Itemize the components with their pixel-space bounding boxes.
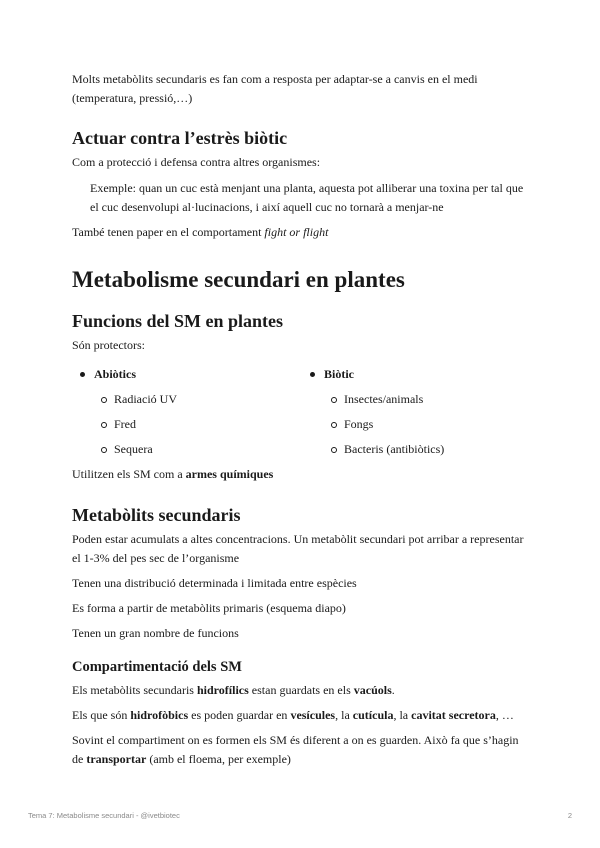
chemical-weapons-text: Utilitzen els SM com a armes químiques bbox=[72, 467, 274, 481]
list-item: Fongs bbox=[302, 415, 532, 440]
heading-compartments: Compartimentació dels SM bbox=[72, 659, 242, 675]
section-title: Metabolisme secundari en plantes bbox=[72, 267, 405, 292]
list-item: Sequera bbox=[72, 440, 302, 465]
page-footer bbox=[28, 811, 572, 820]
page-content bbox=[72, 70, 532, 769]
intro-line-2: (temperatura, pressió,…) bbox=[72, 91, 193, 105]
heading-biotic-stress: Actuar contra l’estrès biòtic bbox=[72, 128, 288, 148]
abiotic-column bbox=[72, 365, 302, 465]
metabolites-p2: Tenen una distribució determinada i limitada entre espècies bbox=[72, 576, 357, 590]
heading-secondary-metabolites: Metabòlits secundaris bbox=[72, 505, 241, 525]
metabolites-p4: Tenen un gran nombre de funcions bbox=[72, 626, 239, 640]
biotic-label: Biòtic bbox=[302, 365, 532, 390]
functions-intro: Són protectors: bbox=[72, 338, 145, 352]
fight-flight-text: També tenen paper en el comportament fight or flight bbox=[72, 225, 329, 239]
example-quote bbox=[72, 179, 532, 217]
page-number: 2 bbox=[567, 811, 572, 820]
metabolites-p3: Es forma a partir de metabòlits primaris (esquema diapo) bbox=[72, 601, 346, 615]
list-item: Insectes/animals bbox=[302, 390, 532, 415]
footer-title: Tema 7: Metabolisme secundari - @ivetbiotec bbox=[28, 811, 180, 820]
metabolites-p1-line1: Poden estar acumulats a altes concentracions. Un metabòlit secundari pot arribar a representar bbox=[72, 532, 524, 546]
quote-line-2: el cuc desenvolupi al·lucinacions, i així aquell cuc no tornarà a menjar-ne bbox=[90, 200, 444, 214]
biotic-column bbox=[302, 365, 532, 465]
heading-functions: Funcions del SM en plantes bbox=[72, 311, 284, 331]
stress-intro: Com a protecció i defensa contra altres organismes: bbox=[72, 155, 321, 169]
compartments-line-3b: de transportar (amb el floema, per exemple) bbox=[72, 752, 291, 766]
compartments-line-3a: Sovint el compartiment on es formen els SM és diferent a on es guarden. Això fa que s’hagin bbox=[72, 733, 519, 747]
protectors-list bbox=[72, 365, 532, 465]
list-item: Fred bbox=[72, 415, 302, 440]
quote-line-1: Exemple: quan un cuc està menjant una planta, aquesta pot alliberar una toxina per tal que bbox=[90, 181, 524, 195]
list-item: Radiació UV bbox=[72, 390, 302, 415]
compartments-line-2: Els que són hidrofòbics es poden guardar en vesícules, la cutícula, la cavitat secretora, … bbox=[72, 708, 514, 722]
list-item: Bacteris (antibiòtics) bbox=[302, 440, 532, 465]
metabolites-p1-line2: el 1-3% del pes sec de l’organisme bbox=[72, 551, 240, 565]
intro-line-1: Molts metabòlits secundaris es fan com a resposta per adaptar-se a canvis en el medi bbox=[72, 72, 478, 86]
abiotic-label: Abiòtics bbox=[72, 365, 302, 390]
compartments-line-1: Els metabòlits secundaris hidrofílics estan guardats en els vacúols. bbox=[72, 683, 395, 697]
